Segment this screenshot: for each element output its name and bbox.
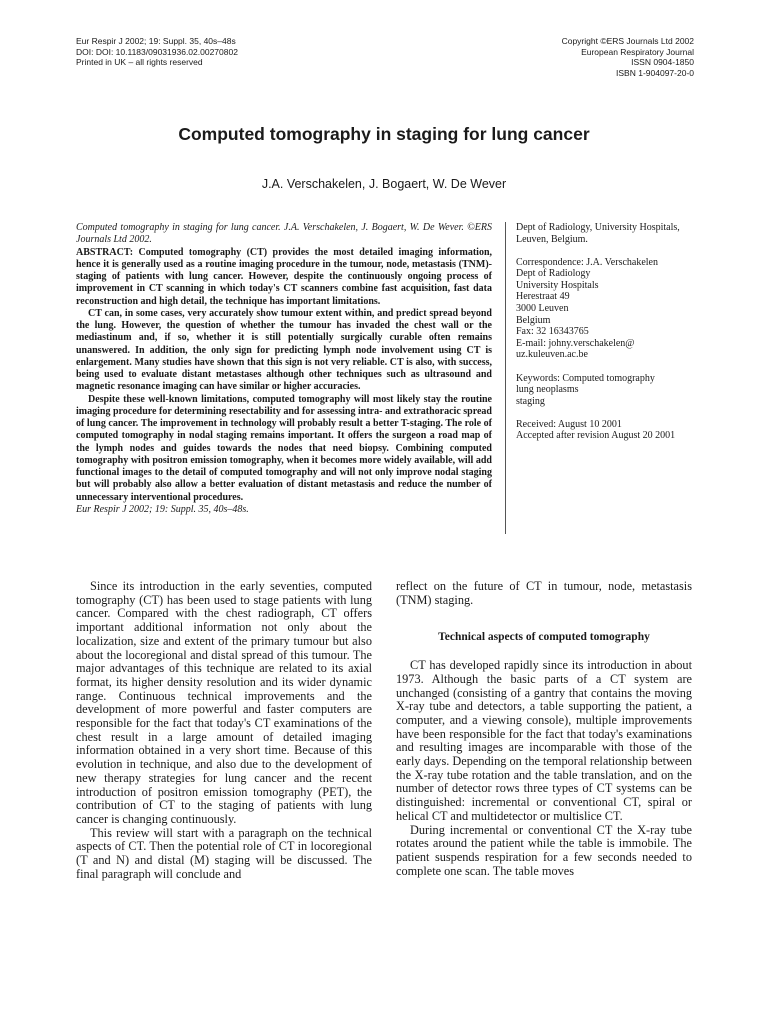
copyright: Copyright ©ERS Journals Ltd 2002: [561, 36, 694, 46]
correspondence-email[interactable]: E-mail: johny.verschakelen@: [516, 337, 635, 349]
abstract-citation: Computed tomography in staging for lung cancer. J.A. Verschakelen, J. Bogaert, W. De Wever. ©ERS Journals Ltd 2002.: [76, 222, 492, 246]
keywords-line: Keywords: Computed tomography: [516, 372, 655, 384]
article-sidebar: [516, 222, 696, 442]
printed-in: Printed in UK – all rights reserved: [76, 57, 203, 68]
accepted-date: Accepted after revision August 20 2001: [516, 430, 676, 442]
correspondence-line: 3000 Leuven: [516, 303, 569, 315]
body-paragraph: This review will start with a paragraph on the technical aspects of CT. Then the potential role of CT in locoregional (T and N) and distal (M) staging will be discussed. The final paragraph will conclude and: [76, 825, 372, 881]
abstract: [76, 222, 492, 516]
correspondence-line: University Hospitals: [516, 279, 599, 291]
issn: ISSN 0904-1850: [631, 57, 694, 68]
received-date: Received: August 10 2001: [516, 418, 622, 430]
body-paragraph: CT has developed rapidly since its introduction in about 1973. Although the basic parts of a CT system are unchanged (consisting of a gantry that contains the moving X-ray tube and detectors, a table supporting the patient, a computer, and a viewing console), multiple improvements have been responsible for the fact that today's examinations and resulting images are incomparable with those of the early days. Depending on the temporal relationship between the X-ray tube rotation and the table translation, and on the number of detector rows three types of CT systems can be distinguished: incremental or conventional CT, spiral or helical CT and multidetector or multislice CT.: [396, 658, 692, 823]
abstract-footer: Eur Respir J 2002; 19: Suppl. 35, 40s–48s.: [76, 503, 249, 515]
journal-citation: Eur Respir J 2002; 19: Suppl. 35, 40s–48s: [76, 36, 236, 46]
body-paragraph: During incremental or conventional CT the X-ray tube rotates around the patient while the table is immobile. The patient suspends respiration for a few seconds needed to complete one scan. The table moves: [396, 822, 692, 878]
correspondence-line: Fax: 32 16343765: [516, 326, 589, 338]
abstract-p3: Despite these well-known limitations, computed tomography will most likely stay the routine imaging procedure for determining resectability and for assessing intra- and extrathoracic spread of lung cancer. The improvement in technology will probably result a better T-staging. The role of computed tomography in nodal staging remains important. It offers the surgeon a road map of the lymph nodes and guides towards the nodes that need biopsy. Combining computed tomography with positron emission tomography, when it becomes more widely available, will add functional images to the detail of computed tomography and will not only improve nodal staging but will probably also allow a better evaluation of distant metastasis and reduce the number of unnecessary interventional procedures.: [76, 393, 492, 503]
isbn: ISBN 1-904097-20-0: [616, 67, 694, 78]
sidebar-divider: [505, 222, 506, 534]
correspondence-line: Correspondence: J.A. Verschakelen: [516, 256, 658, 268]
body-column-right: [396, 580, 692, 878]
keywords-line: staging: [516, 395, 545, 407]
keywords-line: lung neoplasms: [516, 384, 579, 396]
abstract-p2: CT can, in some cases, very accurately show tumour extent within, and predict spread beyond the lung. However, the question of whether the tumour has invaded the chest wall or the mediastinum and, if so, whether it is still potentially surgically curable often remains unanswered. In addition, the only sign for predicting lymph node involvement using CT is enlargement. Many studies have shown that this sign is not very reliable. CT is also, with success, being used to evaluate distant metastases although other techniques such as ultrasound and magnetic resonance imaging can have similar or higher accuracies.: [76, 307, 492, 393]
correspondence-line: Herestraat 49: [516, 291, 570, 303]
correspondence-line: Dept of Radiology: [516, 268, 591, 280]
abstract-label: ABSTRACT:: [76, 246, 134, 258]
body-column-left: [76, 580, 372, 881]
abstract-p1: Computed tomography (CT) provides the most detailed imaging information, hence it is generally used as a routine imaging procedure in the tumour, node, metastasis (TNM)-staging of patients with lung cancer. However, despite the continuously ongoing process of improvement in CT scanning in which today's CT scanners combine fast acquisition, fast data reconstruction and high detail, the technique has important limitations.: [76, 246, 493, 307]
journal-header-right: [562, 36, 694, 78]
doi: DOI: DOI: 10.1183/09031936.02.00270802: [76, 46, 238, 57]
journal-name: European Respiratory Journal: [581, 46, 694, 57]
affiliation: Dept of Radiology, University Hospitals, Leuven, Belgium.: [516, 222, 680, 245]
paper-title: Computed tomography in staging for lung cancer: [178, 124, 590, 144]
body-paragraph: Since its introduction in the early seventies, computed tomography (CT) has been used to stage patients with lung cancer. Compared with the chest radiograph, CT offers important additional information not only about the localization, size and extent of the primary tumour but also about the locoregional and distal spread of this tumour. The major advantages of this technique are related to its axial format, its higher density resolution and its wider dynamic range. Continuous technical improvements and the development of more powerful and faster computers are responsible for the fact that today's CT examinations of the chest result in a large amount of detailed imaging information obtained in a very short time. Because of this evolution in technique, and also due to the development of new therapy strategies for lung cancer and the recent introduction of positron emission tomography (PET), the contribution of CT to the staging of patients with lung cancer is changing continuously.: [76, 579, 372, 826]
journal-header-left: [76, 36, 238, 68]
correspondence-email[interactable]: uz.kuleuven.ac.be: [516, 349, 588, 361]
section-heading: Technical aspects of computed tomography: [438, 631, 650, 644]
correspondence-line: Belgium: [516, 314, 551, 326]
body-paragraph: reflect on the future of CT in tumour, node, metastasis (TNM) staging.: [396, 579, 692, 607]
paper-authors: J.A. Verschakelen, J. Bogaert, W. De Wever: [261, 177, 507, 191]
